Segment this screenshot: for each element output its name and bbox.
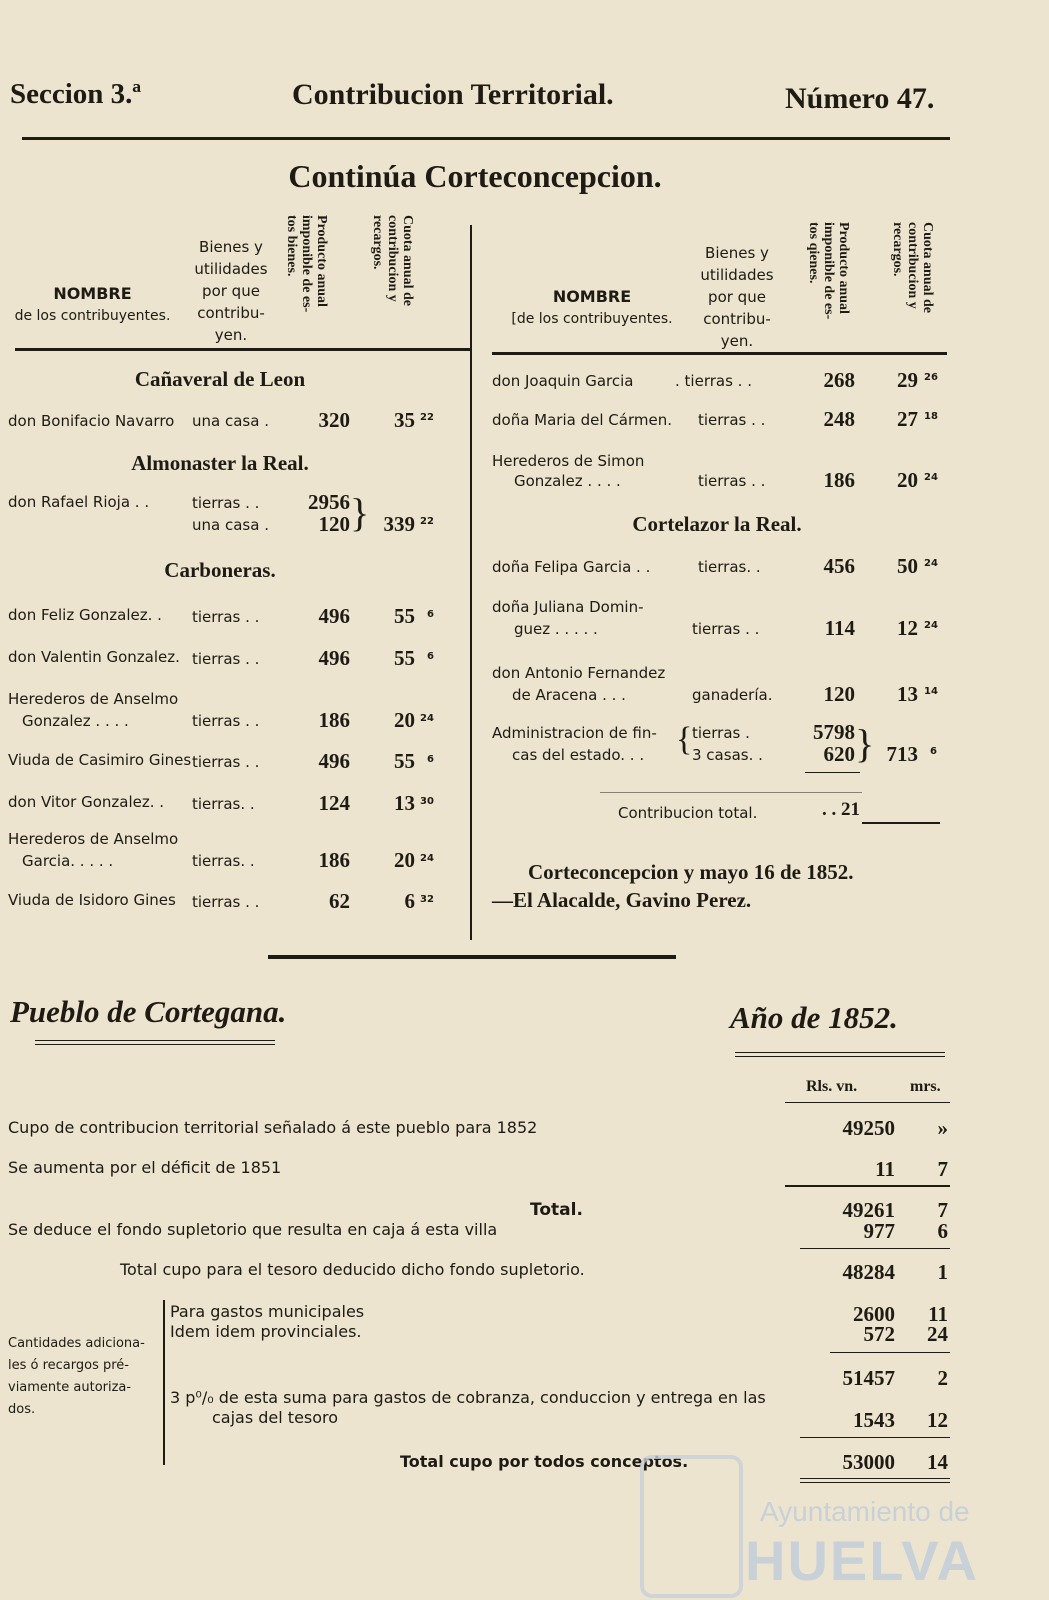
- quota-cents: 30: [420, 796, 434, 807]
- section-label: Seccion 3.ª: [10, 78, 142, 110]
- quota-cents: 26: [924, 372, 938, 383]
- header-rule: [22, 137, 950, 140]
- asset-type: ganadería.: [692, 686, 773, 704]
- town-heading: Almonaster la Real.: [131, 451, 309, 475]
- taxpayer-name: Viuda de Casimiro Gines: [8, 751, 192, 769]
- annual-product: 124: [318, 791, 350, 815]
- quota-cents: 24: [924, 620, 938, 631]
- cupo-line: Cupo de contribucion territorial señalado á este pueblo para 1852: [8, 1118, 538, 1137]
- sum-rule: [800, 1482, 950, 1483]
- cupo-line: Idem idem provinciales.: [170, 1322, 362, 1341]
- annual-product: 456: [823, 554, 855, 578]
- col-nombre-bottom: de los contribuyentes.: [14, 308, 171, 324]
- mrs-value: 12: [927, 1408, 948, 1432]
- col-producto: [284, 215, 329, 345]
- asset-type: una casa .: [192, 516, 269, 534]
- asset-type: tierras . .: [698, 472, 766, 490]
- col-bienes-line: utilidades: [194, 260, 268, 278]
- total-label: Contribucion total.: [618, 804, 758, 822]
- taxpayer-name: Gonzalez . . . .: [22, 712, 129, 730]
- annual-quota: 55: [394, 604, 415, 628]
- taxpayer-name: Herederos de Anselmo: [8, 830, 179, 848]
- taxpayer-name: guez . . . . .: [514, 620, 598, 638]
- quota-cents: 6: [427, 609, 434, 620]
- pueblo-title: Pueblo de Cortegana.: [10, 994, 287, 1029]
- annual-product: 186: [318, 708, 350, 732]
- cupo-line: Total cupo por todos conceptos.: [400, 1452, 689, 1471]
- annual-product: 120: [318, 512, 350, 536]
- asset-type: tierras . .: [192, 608, 260, 626]
- cupo-line: Se deduce el fondo supletorio que resulta en caja á esta villa: [8, 1220, 498, 1239]
- shield-icon: [640, 1455, 743, 1598]
- col-producto-line: Producto anual: [836, 222, 851, 314]
- rls-value: 53000: [842, 1450, 895, 1474]
- quota-cents: 18: [924, 411, 938, 422]
- asset-type: tierras . .: [192, 893, 260, 911]
- town-heading: Cortelazor la Real.: [632, 512, 802, 536]
- cupo-line: Total cupo para el tesoro deducido dicho fondo supletorio.: [120, 1260, 585, 1279]
- taxpayer-name: don Joaquin Garcia: [492, 372, 634, 390]
- col-bienes-line: yen.: [214, 326, 248, 344]
- col-bienes-line: por que: [708, 288, 766, 306]
- total-underline: [862, 822, 940, 824]
- title-rule: [35, 1040, 275, 1041]
- year-rule: [735, 1056, 945, 1057]
- annual-product: 186: [318, 848, 350, 872]
- col-producto-line: Producto anual: [314, 215, 329, 307]
- annual-product: 496: [318, 646, 350, 670]
- column-divider: [470, 225, 472, 940]
- taxpayer-name: don Vitor Gonzalez. .: [8, 793, 165, 811]
- taxpayer-name: doña Maria del Cármen.: [492, 411, 672, 429]
- taxpayer-name: don Rafael Rioja . .: [8, 493, 150, 511]
- asset-type: 3 casas. .: [692, 746, 763, 764]
- col-producto: [806, 222, 851, 352]
- rls-value: 49250: [842, 1116, 895, 1140]
- brace-icon: }: [855, 721, 875, 766]
- quota-cents: 24: [924, 558, 938, 569]
- asset-type: tierras . .: [692, 620, 760, 638]
- annual-quota: 713: [886, 742, 918, 766]
- col-bienes: [186, 236, 276, 346]
- asset-type: tierras. .: [192, 795, 255, 813]
- page-number: Número 47.: [785, 82, 935, 115]
- quota-cents: 24: [924, 472, 938, 483]
- subtotal-rule: [805, 772, 860, 773]
- rls-value: 48284: [842, 1260, 895, 1284]
- cupo-line: Para gastos municipales: [170, 1302, 365, 1321]
- taxpayer-name: Garcia. . . . .: [22, 852, 114, 870]
- sum-rule: [800, 1437, 950, 1438]
- total-rule: [600, 792, 862, 793]
- col-producto-line: tos qienes.: [806, 222, 821, 284]
- side-note-line: viamente autoriza-: [8, 1380, 132, 1395]
- brace-icon: }: [350, 490, 370, 535]
- quota-cents: 24: [420, 713, 434, 724]
- side-note: [8, 1333, 145, 1421]
- annual-product: 496: [318, 604, 350, 628]
- asset-type: tierras. .: [192, 852, 255, 870]
- right-header-rule: [492, 352, 947, 355]
- cupo-line: cajas del tesoro: [212, 1408, 339, 1427]
- annual-product: 320: [318, 408, 350, 432]
- mrs-value: 7: [937, 1157, 948, 1181]
- col-cuota-line: recargos.: [370, 215, 385, 270]
- quota-cents: 6: [427, 651, 434, 662]
- col-cuota: [370, 215, 415, 345]
- rls-value: 1543: [853, 1408, 895, 1432]
- col-bienes-line: yen.: [720, 332, 754, 350]
- taxpayer-name: Administracion de fin-: [492, 724, 657, 742]
- taxpayer-name: Herederos de Anselmo: [8, 690, 179, 708]
- annual-product: 248: [823, 407, 855, 431]
- annual-product: 5798: [813, 720, 855, 744]
- col-cuota-line: recargos.: [890, 222, 905, 277]
- col-header-rule: [785, 1102, 950, 1103]
- taxpayer-name: don Valentin Gonzalez.: [8, 648, 180, 666]
- taxpayer-name: cas del estado. . .: [512, 746, 645, 764]
- rls-value: 2600: [853, 1302, 895, 1326]
- town-heading: Carboneras.: [164, 558, 276, 582]
- rls-value: 572: [863, 1322, 895, 1346]
- annual-quota: 29: [897, 368, 918, 392]
- col-bienes-line: contribu-: [703, 310, 771, 328]
- col-bienes-line: por que: [202, 282, 260, 300]
- annual-quota: 20: [394, 848, 415, 872]
- annual-quota: 35: [394, 408, 415, 432]
- rls-value: 11: [875, 1157, 895, 1181]
- cupo-line: Se aumenta por el déficit de 1851: [8, 1158, 282, 1177]
- section-separator: [268, 955, 676, 959]
- annual-quota: 50: [897, 554, 918, 578]
- asset-type: tierras . .: [192, 712, 260, 730]
- col-cuota-line: contribucion y: [905, 222, 920, 309]
- col-bienes: [692, 242, 782, 352]
- taxpayer-name: don Antonio Fernandez: [492, 664, 666, 682]
- sum-rule: [800, 1478, 950, 1479]
- col-producto-line: tos bienes.: [284, 215, 299, 277]
- watermark-line2: HUELVA: [745, 1529, 979, 1592]
- annual-quota: 20: [394, 708, 415, 732]
- col-cuota-line: contribucion y: [385, 215, 400, 302]
- col-nombre-bottom: [de los contribuyentes.: [511, 311, 673, 327]
- sum-rule: [800, 1248, 950, 1249]
- col-rls: Rls. vn.: [806, 1078, 858, 1095]
- quota-cents: 22: [420, 516, 434, 527]
- side-note-line: Cantidades adiciona-: [8, 1336, 145, 1351]
- total-value: . . 21: [822, 799, 860, 820]
- mrs-value: 1: [937, 1260, 948, 1284]
- annual-quota: 20: [897, 468, 918, 492]
- mrs-value: 7: [937, 1198, 948, 1222]
- rls-value: 51457: [842, 1366, 895, 1390]
- taxpayer-name: doña Juliana Domin-: [492, 598, 644, 616]
- annual-quota: 27: [897, 407, 918, 431]
- closing-date: Corteconcepcion y mayo 16 de 1852.: [528, 860, 854, 884]
- col-bienes-line: contribu-: [197, 304, 265, 322]
- quota-cents: 14: [924, 686, 938, 697]
- sum-rule: [785, 1185, 950, 1187]
- annual-product: 620: [823, 742, 855, 766]
- pueblo-year: Año de 1852.: [730, 1000, 898, 1035]
- taxpayer-name: Viuda de Isidoro Gines: [8, 891, 176, 909]
- col-cuota-line: Cuota anual de: [400, 215, 415, 307]
- asset-type: . tierras . .: [675, 372, 752, 390]
- annual-product: 496: [318, 749, 350, 773]
- mrs-value: 6: [937, 1219, 948, 1243]
- taxpayer-name: don Bonifacio Navarro: [8, 412, 175, 430]
- town-heading: Cañaveral de Leon: [134, 367, 306, 391]
- mrs-value: 11: [928, 1302, 948, 1326]
- annual-quota: 12: [897, 616, 918, 640]
- cupo-line: 3 p⁰/₀ de esta suma para gastos de cobranza, conduccion y entrega en las: [170, 1388, 766, 1407]
- asset-type: tierras . .: [192, 494, 260, 512]
- taxpayer-name: don Feliz Gonzalez. .: [8, 606, 162, 624]
- mrs-value: »: [937, 1116, 948, 1140]
- asset-type: tierras. .: [698, 558, 761, 576]
- asset-type: tierras . .: [192, 650, 260, 668]
- quota-cents: 6: [930, 746, 937, 757]
- col-nombre-top: NOMBRE: [552, 287, 632, 306]
- sum-rule: [830, 1352, 950, 1353]
- annual-product: 186: [823, 468, 855, 492]
- brace-icon: {: [676, 721, 693, 758]
- annual-quota: 339: [383, 512, 415, 536]
- page-title: Contribucion Territorial.: [292, 78, 614, 111]
- annual-quota: 6: [404, 889, 415, 913]
- annual-quota: 13: [897, 682, 918, 706]
- asset-type: tierras . .: [698, 411, 766, 429]
- closing-signature: —El Alacalde, Gavino Perez.: [492, 888, 752, 912]
- col-bienes-line: Bienes y: [705, 244, 769, 262]
- taxpayer-name: de Aracena . . .: [512, 686, 626, 704]
- taxpayer-name: Herederos de Simon: [492, 452, 645, 470]
- side-note-line: dos.: [8, 1402, 36, 1417]
- quota-cents: 24: [420, 853, 434, 864]
- asset-type: tierras .: [692, 724, 750, 742]
- col-nombre-top: NOMBRE: [53, 284, 132, 303]
- col-cuota-line: Cuota anual de: [920, 222, 935, 314]
- annual-product: 268: [823, 368, 855, 392]
- annual-product: 114: [824, 616, 855, 640]
- quota-cents: 32: [420, 894, 434, 905]
- annual-quota: 55: [394, 749, 415, 773]
- annual-product: 2956: [308, 490, 350, 514]
- quota-cents: 22: [420, 412, 434, 423]
- brace-line: [163, 1300, 165, 1465]
- cupo-line: Total.: [530, 1200, 583, 1220]
- mrs-value: 14: [927, 1450, 948, 1474]
- asset-type: una casa .: [192, 412, 269, 430]
- taxpayer-name: Gonzalez . . . .: [514, 472, 621, 490]
- col-producto-line: imponible de es-: [821, 222, 836, 320]
- col-bienes-line: Bienes y: [199, 238, 263, 256]
- annual-product: 120: [823, 682, 855, 706]
- annual-product: 62: [329, 889, 350, 913]
- side-note-line: les ó recargos pré-: [8, 1358, 129, 1373]
- annual-quota: 55: [394, 646, 415, 670]
- col-cuota: [890, 222, 935, 352]
- continuation-title: Continúa Corteconcepcion.: [288, 158, 662, 194]
- col-producto-line: imponible de es-: [299, 215, 314, 313]
- col-bienes-line: utilidades: [700, 266, 774, 284]
- mrs-value: 24: [927, 1322, 948, 1346]
- taxpayer-name: doña Felipa Garcia . .: [492, 558, 651, 576]
- rls-value: 49261: [842, 1198, 895, 1222]
- annual-quota: 13: [394, 791, 415, 815]
- year-rule: [735, 1052, 945, 1053]
- asset-type: tierras . .: [192, 753, 260, 771]
- mrs-value: 2: [937, 1366, 948, 1390]
- quota-cents: 6: [427, 754, 434, 765]
- watermark-line1: Ayuntamiento de: [760, 1496, 970, 1527]
- title-rule: [35, 1044, 275, 1045]
- left-header-rule: [15, 348, 470, 351]
- col-mrs: mrs.: [910, 1078, 941, 1095]
- rls-value: 977: [863, 1219, 895, 1243]
